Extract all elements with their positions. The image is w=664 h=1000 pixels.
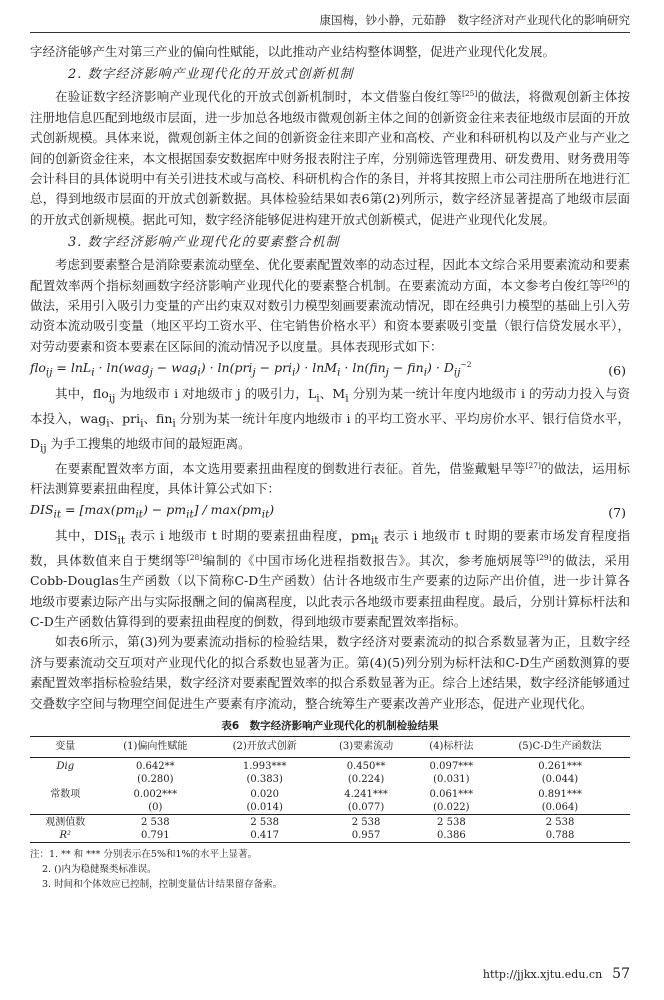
- running-header: [30, 8, 630, 33]
- table-cell: 1.993***: [242, 760, 287, 772]
- table-cell: 0.450**: [346, 760, 386, 772]
- table-cell: (0.031): [433, 773, 470, 785]
- journal-url: http://jjkx.xjtu.edu.cn: [482, 968, 603, 981]
- paragraph-2: 在验证数字经济影响产业现代化的开放式创新机制时，本文借鉴白俊红等[25]的做法，将微观创新主体按注册地信息匹配到地级市层面，进一步加总各地级市微观创新主体之间的创新资金往来表征地级市层面的开放式创新规模。具体来说，微观创新主体之间的创新资金往来即产业和高校、产业和科研机构以及产业与产业之间的创新资金往来，本文根据国泰安数据库中财务报表附注子库，分别筛选管理费用、研发费用、财务费用等会计科目的具体说明中有关引进技术或与高校、科研机构合作的条目，并将其按照上市公司注册所在地进行汇总，得到地级市层面的开放式创新数据。具体检验结果如表6第(2)列所示，数字经济显著提高了地级市层面的开放式创新规模。据此可知，数字经济能够促进构建开放式创新模式，促进产业现代化发展。: [30, 89, 631, 227]
- table-cell: 4.241***: [344, 788, 388, 800]
- table-notes: [30, 847, 630, 892]
- table-cell: 0.891***: [538, 788, 582, 800]
- table-header-row: [30, 736, 630, 757]
- table-cell: (0.044): [541, 773, 579, 785]
- citation-27: [27]: [525, 460, 541, 470]
- row-label: 观测值数: [30, 814, 101, 829]
- equation-7: [30, 499, 630, 526]
- equation-6: [30, 357, 630, 384]
- row-label: 常数项: [50, 788, 81, 800]
- col-header: (3)要素流动: [319, 736, 412, 757]
- note-1: 注：1. ** 和 *** 分别表示在5%和1%的水平上显著。: [30, 848, 258, 860]
- table-cell: 0.061***: [429, 788, 474, 800]
- row-label: Dig: [56, 760, 75, 772]
- citation-26: [26]: [601, 277, 618, 287]
- equation-6-number: (6): [608, 362, 626, 378]
- paragraph-1: 字经济能够产生对第三产业的偏向性赋能，以此推动产业结构整体调整，促进产业现代化发展。: [30, 44, 556, 59]
- table-cell: 2 538: [413, 814, 490, 829]
- table-cell: 2 538: [101, 814, 210, 829]
- paragraph-5: 在要素配置效率方面，本文选用要素扭曲程度的倒数进行表征。首先，借鉴戴魁早等[27]的做法，运用标杆法测算要素扭曲程度，具体计算公式如下：: [30, 460, 630, 496]
- citation-28: [28]: [186, 552, 203, 562]
- page-number: 57: [612, 966, 630, 982]
- table-cell: 0.002***: [133, 788, 178, 800]
- equation-6-body: $flo_{ij} = \ln L_i \cdot \ln(wag_j - wag_i) \cdot \ln(pri_j - pri_i) \cdot \ln M_i \cdot \ln(fin_j - fin_i) \cdot D_{ij}^{-2}$: [30, 360, 472, 379]
- page-footer: [483, 966, 630, 982]
- col-header: (2)开放式创新: [210, 736, 319, 757]
- table-cell: (0.224): [347, 773, 385, 785]
- paragraph-7: 如表6所示，第(3)列为要素流动指标的检验结果，数字经济对要素流动的拟合系数显著为正，且数字经济与要素流动交互项对产业现代化的拟合系数也显著为正。第(4)(5)列分别为标杆法和C-D生产函数测算的要素配置效率指标检验结果，数字经济对要素配置效率的拟合系数显著为正。综合上述结果，数字经济能够通过交叠数字空间与物理空间促进生产要素有序流动，整合统筹生产要素改善产业形态，促进产业现代化。: [30, 634, 631, 711]
- table-cell: 2 538: [319, 814, 412, 829]
- table-cell: 0.957: [351, 829, 381, 841]
- table-row: [30, 786, 630, 801]
- table-cell: 0.386: [437, 829, 466, 841]
- paragraph-4: 其中，flo$_{ij}$ 为地级市 i 对地级市 j 的吸引力，$L_i$、$M_i$ 分别为某一统计年度内地级市 i 的劳动力投入与资本投入，wag$_i$、pri$_i$、fin$_i$ 分别为某一统计年度内地级市 i 的平均工资水平、平均房价水平、银行信贷水平，$D_{ij}$ 为手工搜集的地级市间的最短距离。: [30, 385, 631, 455]
- citation-25: [25]: [461, 89, 478, 99]
- table-cell: 0.261***: [538, 760, 582, 772]
- table-row: [30, 801, 630, 815]
- table-cell: 2 538: [210, 814, 319, 829]
- col-header: 变量: [30, 736, 101, 757]
- col-header: (4)标杆法: [413, 736, 490, 757]
- equation-7-body: $DIS_{it} = [\max(pm_{it}) - pm_{it}] / \max(pm_{it})$: [30, 502, 275, 521]
- results-table: [30, 736, 630, 843]
- table-cell: 0.097***: [429, 760, 474, 772]
- table-cell: 2 538: [490, 814, 630, 829]
- col-header: (5)C-D生产函数法: [490, 736, 630, 757]
- table-row: [30, 757, 630, 773]
- note-3: 3. 时间和个体效应已控制，控制变量估计结果留存备索。: [42, 878, 283, 890]
- table-row: [30, 814, 630, 829]
- table-cell: (0.077): [347, 801, 385, 813]
- equation-7-number: (7): [608, 504, 626, 520]
- table-cell: 0.788: [545, 829, 575, 841]
- col-header: (1)偏向性赋能: [101, 736, 210, 757]
- section-heading-3: 3. 数字经济影响产业现代化的要素整合机制: [68, 235, 340, 251]
- table-cell: 0.642**: [135, 760, 175, 772]
- note-2: 2. ()内为稳健聚类标准误。: [42, 863, 157, 875]
- paragraph-3: 考虑到要素整合是消除要素流动壁垒、优化要素配置效率的动态过程，因此本文综合采用要素流动和要素配置效率两个指标刻画数字经济影响产业现代化的要素整合机制。在要素流动方面，本文参考白俊红等[26]的做法，采用引入吸引力变量的产出约束双对数引力模型刻画要素流动情况，即在经典引力模型的基础上引入劳动资本流动吸引变量（地区平均工资水平、住宅销售价格水平）和资本要素吸引变量（银行信贷发展水平），对劳动要素和资本要素在区际间的流动情况予以度量。具体表现形式如下：: [30, 257, 631, 354]
- header-text: 康国梅，钞小静，元茹静 数字经济对产业现代化的影响研究: [319, 13, 630, 27]
- table-cell: (0.014): [246, 801, 283, 813]
- table-cell: (0.022): [433, 801, 470, 813]
- table-cell: (0.280): [137, 773, 174, 785]
- table-cell: (0.383): [246, 773, 283, 785]
- table-cell: 0.791: [140, 829, 170, 841]
- table-caption: 表6 数字经济影响产业现代化的机制检验结果: [221, 719, 439, 732]
- table-row: [30, 773, 630, 786]
- section-heading-2: 2. 数字经济影响产业现代化的开放式创新机制: [68, 67, 354, 83]
- table-cell: 0.417: [250, 829, 279, 841]
- table-cell: (0.064): [541, 801, 579, 813]
- row-label: R²: [59, 829, 72, 841]
- page-body: [30, 42, 630, 892]
- citation-29: [29]: [536, 552, 552, 562]
- table-cell: (0): [148, 801, 163, 813]
- table-row: [30, 829, 630, 843]
- paragraph-6: 其中，$DIS_{it}$ 表示 i 地级市 t 时期的要素扭曲程度，$pm_{it}$ 表示 i 地级市 t 时期的要素市场发育程度指数，具体数值来自于樊纲等[28]编制的《中国市场化进程指数报告》。其次，参考施炳展等[29]的做法，采用Cobb-Douglas生产函数（以下简称C-D生产函数）估计各地级市生产要素的边际产出价值，进一步计算各地级市要素边际产出与实际报酬之间的偏离程度，以此表示各地级市要素扭曲程度。最后，分别计算标杆法和C-D生产函数估算得到的要素扭曲程度的倒数，得到地级市要素配置效率指标。: [30, 527, 631, 629]
- table-cell: 0.020: [250, 788, 279, 800]
